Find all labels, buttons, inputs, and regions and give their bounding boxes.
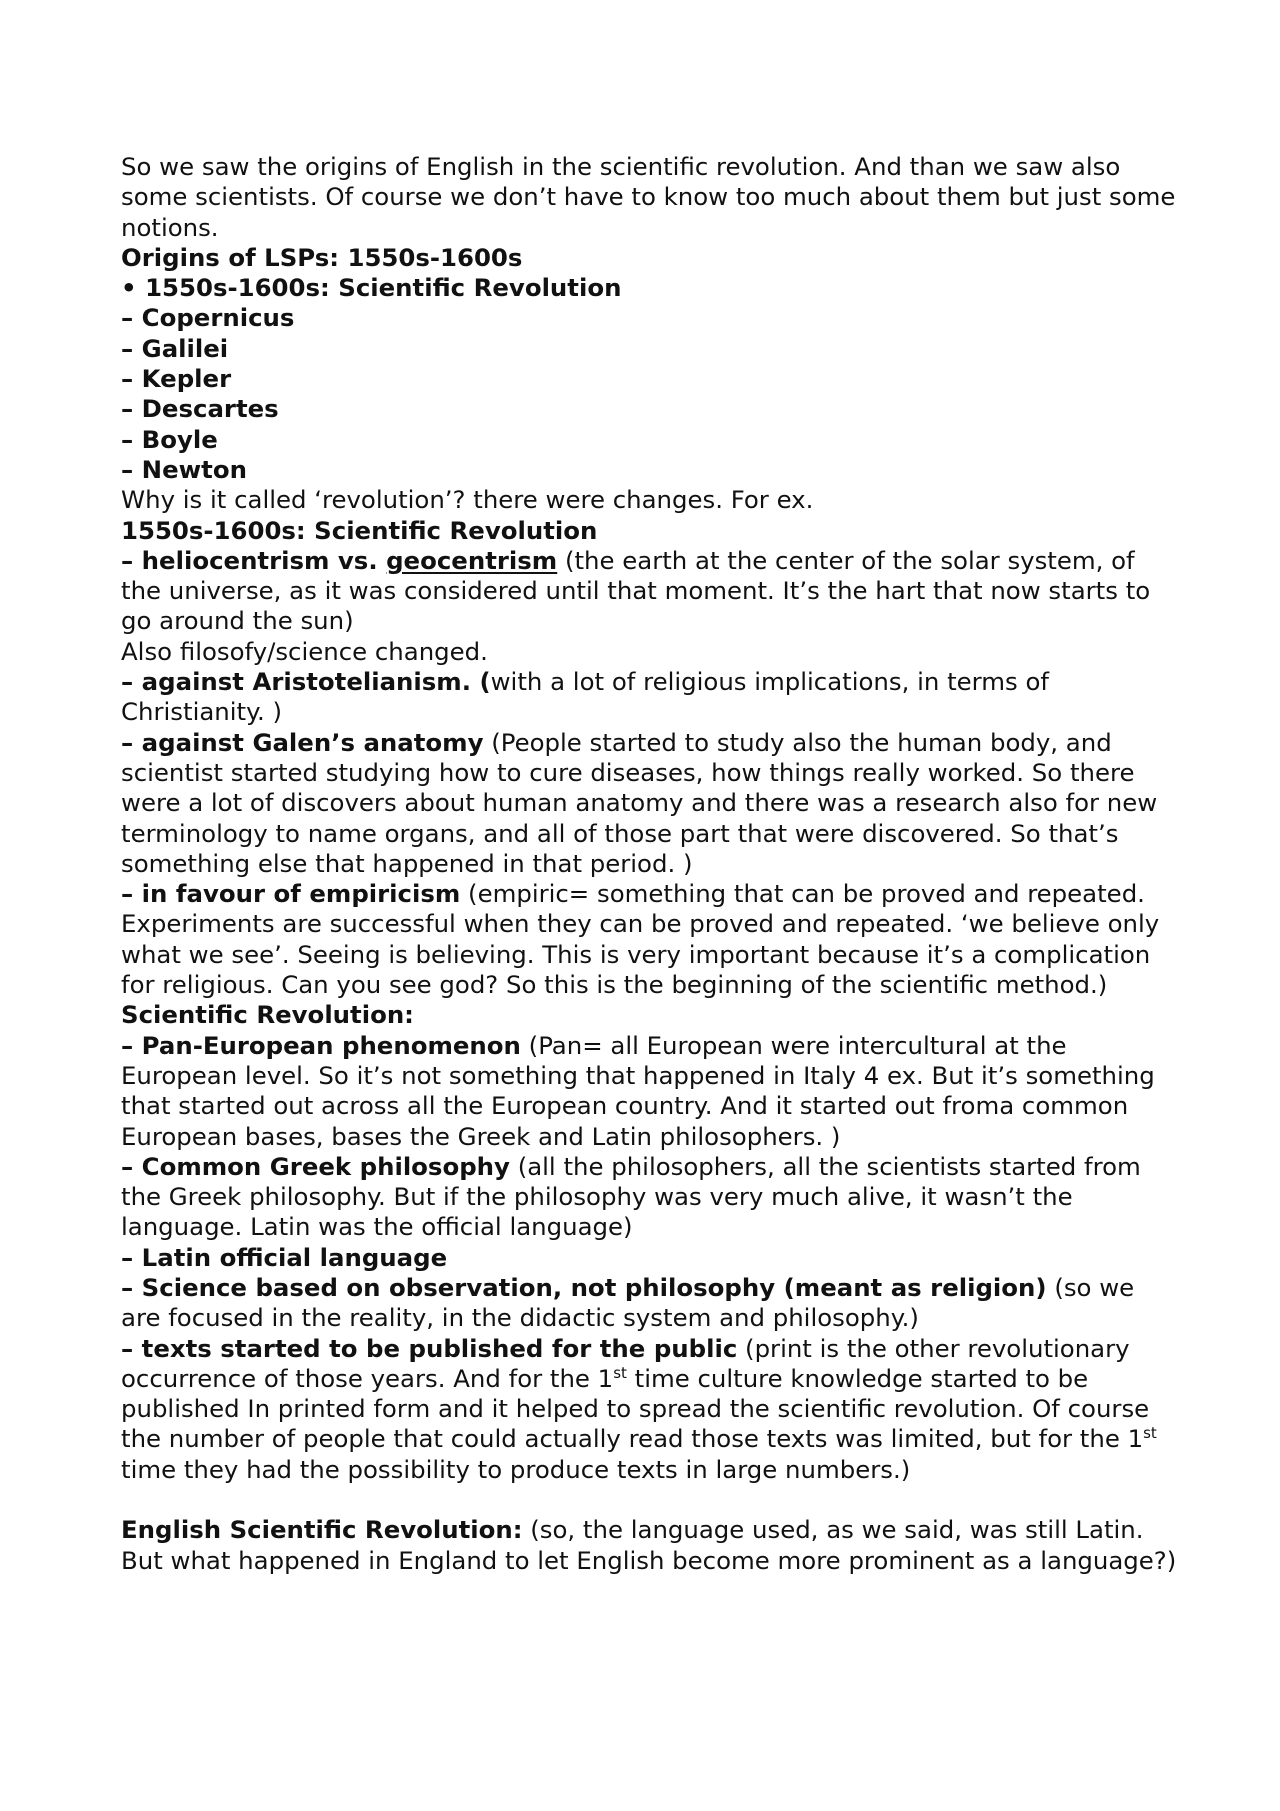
galen-label: – against Galen’s anatomy — [121, 727, 484, 757]
greek-philosophy-label: – Common Greek philosophy — [121, 1151, 510, 1181]
texts-published-text-3: time they had the possibility to produce texts in large numbers.) — [121, 1454, 911, 1484]
geocentrism-label: geocentrism — [386, 545, 558, 575]
texts-published-text-2: time culture knowledge started to be published In printed form and it helped to spread the scientific revolution. Of course the number of people that could actually read those texts was limited, but for the 1 — [121, 1363, 1150, 1454]
latin-official-line: – Latin official language — [121, 1242, 448, 1272]
intro-paragraph: So we saw the origins of English in the scientific revolution. And than we saw also some scientists. Of course we don’t have to know too much about them but just some notions. — [121, 152, 1176, 242]
galen-paragraph — [121, 728, 1181, 879]
pan-european-text: (Pan= all European were intercultural at the European level. So it’s not something that happened in Italy 4 ex. But it’s something that started out across all the European country. And it started out froma common European bases, bases the Greek and Latin philosophers. ) — [121, 1030, 1155, 1151]
pan-european-label: – Pan-European phenomenon — [121, 1030, 521, 1060]
greek-philosophy-text: (all the philosophers, all the scientists started from the Greek philosophy. But if the philosophy was very much alive, it wasn’t the language. Latin was the official language) — [121, 1151, 1141, 1242]
galen-text: (People started to study also the human body, and scientist started studying how to cure diseases, how things really worked. So there were a lot of discovers about human anatomy and there was a research also for new terminology to name organs, and all of those part that were discovered. So that’s something else that happened in that period. ) — [121, 727, 1158, 878]
heliocentrism-paragraph — [121, 546, 1181, 637]
observation-text: (so we are focused in the reality, in the didactic system and philosophy.) — [121, 1272, 1135, 1333]
superscript-st: st — [613, 1363, 627, 1382]
texts-published-paragraph — [121, 1334, 1181, 1485]
texts-published-label: – texts started to be published for the public — [121, 1333, 738, 1363]
pan-european-paragraph — [121, 1031, 1181, 1152]
scientist-item: – Newton — [121, 454, 247, 484]
scientist-item: – Boyle — [121, 424, 218, 454]
scientific-revolution-heading: 1550s-1600s: Scientific Revolution — [121, 515, 598, 545]
document-body — [121, 152, 1181, 1576]
origins-heading: Origins of LSPs: 1550s-1600s — [121, 242, 523, 272]
also-changed-line: Also filosofy/science changed. — [121, 636, 488, 666]
aristotelianism-label: – against Aristotelianism. ( — [121, 667, 491, 697]
scientist-item: – Descartes — [121, 394, 279, 424]
bullet-scientific-revolution: • 1550s-1600s: Scientific Revolution — [121, 273, 622, 303]
why-revolution-line: Why is it called ‘revolution’? there were changes. For ex. — [121, 485, 814, 515]
empiricism-label: – in favour of empiricism — [121, 879, 461, 909]
scientist-item: – Copernicus — [121, 303, 295, 333]
observation-label: – Science based on observation, not philosophy (meant as religion) — [121, 1272, 1047, 1302]
english-revolution-label: English Scientific Revolution: — [121, 1515, 523, 1545]
english-revolution-text: (so, the language used, as we said, was still Latin. But what happened in England to let English become more prominent as a language?) — [121, 1515, 1177, 1575]
scientist-item: – Galilei — [121, 333, 229, 363]
texts-published-text-1: (print is the other revolutionary occurrence of those years. And for the 1 — [121, 1333, 1130, 1393]
aristotelianism-text: with a lot of religious implications, in terms of Christianity. ) — [121, 667, 1049, 727]
heliocentrism-label: – heliocentrism vs. — [121, 545, 387, 575]
heliocentrism-text: (the earth at the center of the solar system, of the universe, as it was considered until that moment. It’s the hart that now starts to go around the sun) — [121, 545, 1151, 636]
empiricism-paragraph — [121, 879, 1181, 1000]
english-revolution-paragraph — [121, 1515, 1181, 1576]
aristotelianism-paragraph — [121, 667, 1181, 728]
observation-paragraph — [121, 1273, 1181, 1334]
greek-philosophy-paragraph — [121, 1152, 1181, 1243]
paragraph-gap — [121, 1485, 1181, 1515]
scientist-item: – Kepler — [121, 364, 232, 394]
superscript-st: st — [1143, 1424, 1157, 1443]
scientific-revolution-heading-2: Scientific Revolution: — [121, 1000, 414, 1030]
empiricism-text: (empiric= something that can be proved and repeated. Experiments are successful when they can be proved and repeated. ‘we believe only what we see’. Seeing is believing. This is very important because it’s a complication for religious. Can you see god? So this is the beginning of the scientific method.) — [121, 879, 1160, 1000]
